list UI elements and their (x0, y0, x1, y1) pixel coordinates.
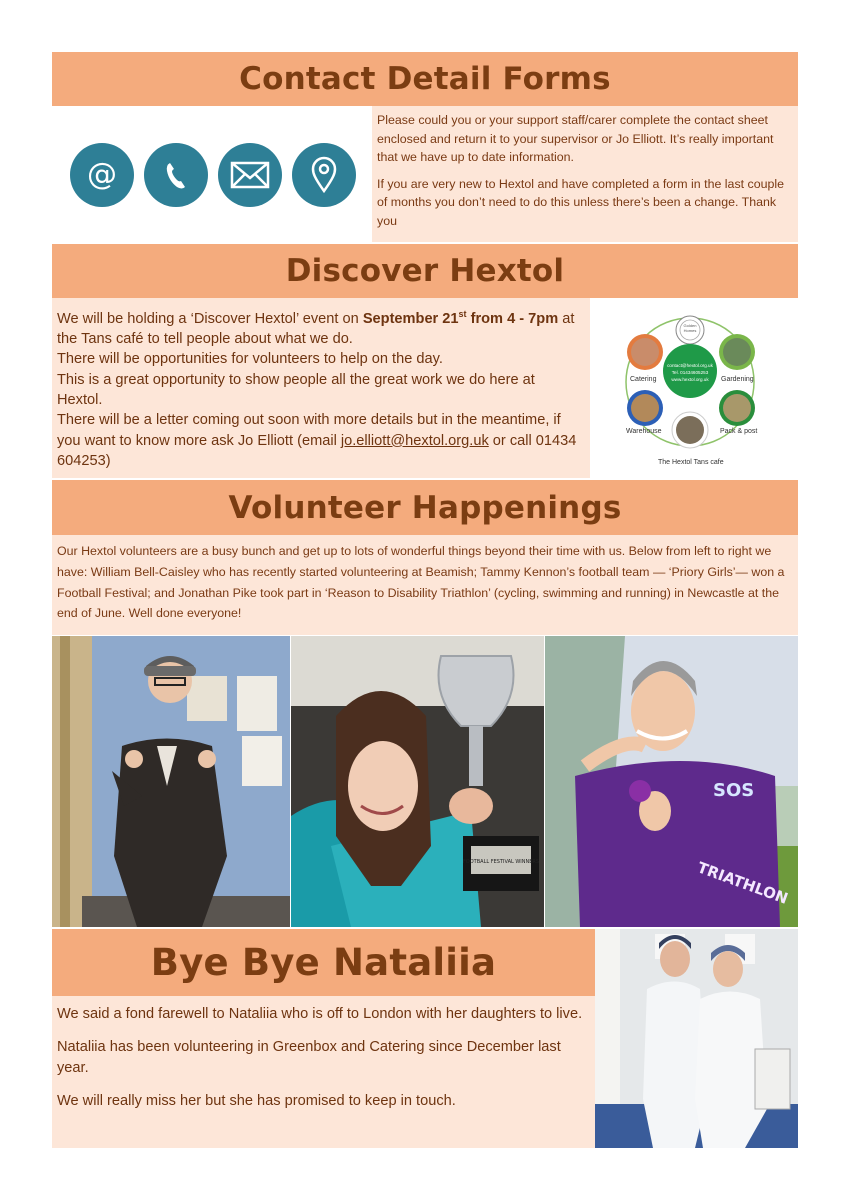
contact-title: Contact Detail Forms (239, 61, 611, 97)
label-catering: Catering (630, 376, 657, 383)
volunteer-text: Our Hextol volunteers are a busy bunch and get up to lots of wonderful things beyond their time with us. Below from left to right we have: William Bell-Caisley who has recently started volunteering at Beamish; Tammy Kennon’s football team — ‘Priory Girls’— won a Football Festival; and Jonathan Pike took part in ‘Reason to Disability Triathlon’ (cycling, swimming and running) in Newcastle at the end of June. Well done everyone! (57, 544, 785, 621)
photo-nataliia (595, 929, 798, 1148)
discover-title: Discover Hextol (285, 253, 565, 289)
photo-william (52, 636, 290, 927)
discover-line-4: There will be a letter coming out soon with more details but in the meantime, if you want to know more ask Jo Elliott (email jo.elliott@hextol.org.uk or call 01434 604253) (57, 412, 577, 469)
contact-para-1: Please could you or your support staff/carer complete the contact sheet enclosed and return it to your supervisor or Jo Elliott. It’s really important that we have up to date information. (377, 113, 774, 165)
hextol-services-graphic (590, 298, 798, 478)
photo-tammy (291, 636, 544, 927)
discover-line-1: We will be holding a ‘Discover Hextol’ event on September 21st from 4 - 7pm at the Tans café to tell people about what we do. (57, 309, 575, 348)
contact-para-2: If you are very new to Hextol and have completed a form in the last couple of months you don’t need to do this unless there’s been a change. Thank you (377, 176, 785, 228)
discover-text-panel (52, 298, 590, 478)
contact-icons-panel (52, 106, 372, 242)
label-warehouse: Warehouse (626, 428, 662, 435)
envelope-icon (218, 143, 282, 207)
volunteer-banner (52, 480, 798, 535)
label-tans-cafe: The Hextol Tans cafe (658, 459, 724, 466)
contact-banner (52, 52, 798, 106)
discover-line-2: There will be opportunities for volunteers to help on the day. (57, 351, 443, 368)
label-pack-post: Pack & post (720, 428, 758, 435)
email-link[interactable]: jo.elliott@hextol.org.uk (340, 432, 489, 449)
svg-text:@: @ (87, 157, 117, 192)
nataliia-text-panel (52, 996, 595, 1148)
shirt-triathlon-text: TRIATHLON (695, 858, 791, 908)
nataliia-para-2: Nataliia has been volunteering in Greenbox and Catering since December last year. (57, 1038, 561, 1076)
nataliia-para-3: We will really miss her but she has promised to keep in touch. (57, 1092, 456, 1109)
trophy-plate-text: FOOTBALL FESTIVAL WINNERS (462, 859, 540, 865)
badge-label: Golden Homes (683, 323, 697, 333)
contact-text-panel (372, 106, 798, 242)
location-pin-icon (292, 143, 356, 207)
phone-icon (144, 143, 208, 207)
hub-contact-details: contact@hextol.org.uk Tel. 01434605253 www.hextol.org.uk (667, 363, 713, 382)
photo-jonathan (545, 636, 798, 927)
nataliia-title: Bye Bye Nataliia (150, 941, 497, 984)
discover-line-3: This is a great opportunity to show people all the great work we do here at Hextol. (57, 371, 535, 409)
at-sign-icon (70, 143, 134, 207)
volunteer-title: Volunteer Happenings (228, 489, 622, 526)
nataliia-para-1: We said a fond farewell to Nataliia who is off to London with her daughters to live. (57, 1006, 583, 1022)
nataliia-banner (52, 929, 595, 996)
shirt-logo-text: SOS (713, 780, 755, 801)
volunteer-text-panel (52, 535, 798, 635)
discover-banner (52, 244, 798, 298)
label-gardening: Gardening (721, 376, 754, 383)
